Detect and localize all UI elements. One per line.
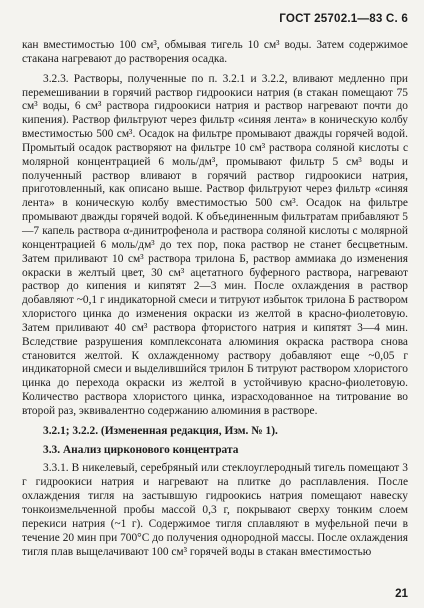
paragraph-3-2-3: 3.2.3. Растворы, полученные по п. 3.2.1 и 3.2.2, вливают медленно при перемешивании в горячий раствор гидроокиси натрия (в стакан помещают 75 см³ воды, 6 см³ раствора гидроокиси натрия и раствор нагревают почти до кипения). Раствор фильтруют через фильтр «синяя лента» в коническую колбу вместимостью 500 см³. Осадок на фильтре промывают дважды горячей водой. Промытый осадок растворяют на фильтре 10 см³ раствора соляной кислоты с молярной концентрацией 6 моль/дм³, промывают фильтр 5 см³ воды и полученный раствор вливают в горячий раствор гидроокиси натрия, приготовленный, как описано выше. Раствор фильтруют через фильтр «синяя лента» в коническую колбу вместимостью 500 см³. Осадок на фильтре промывают дважды горячей водой. К объединенным фильтратам прибавляют 5—7 капель раствора α-динитрофенола и раствора соляной кислоты с молярной концентрацией 6 моль/дм³ до тех пор, пока раствор не станет бесцветным. Затем приливают 10 см³ раствора трилона Б, раствор аммиака до изменения окраски в желтый цвет, 30 см³ ацетатного буферного раствора, нагревают раствор до кипения и кипятят 2—3 мин. После охлаждения в раствор добавляют ~0,1 г индикаторной смеси и титруют избыток трилона Б раствором хлористого цинка до изменения окраски из желтой в красно-фиолетовую. Затем приливают 40 см³ раствора фтористого натрия и кипятят 3—4 мин. Вследствие разрушения комплексоната алюминия окраска раствора снова становится желтой. К охлажденному раствору добавляют еще ~0,05 г индикаторной смеси и выделившийся трилон Б титруют раствором хлористого цинка до перехода окраски из желтой в устойчивую красно-фиолетовую. Количество раствора хлористого цинка, израсходованное на титрование во второй раз, эквивалентно содержанию алюминия в растворе. <box>22 72 408 417</box>
paragraph-3-3-1: 3.3.1. В никелевый, серебряный или стеклоуглеродный тигель помещают 3 г гидроокиси натрия и нагревают на плитке до расплавления. После охлаждения тигля на застывшую гидроокись натрия помещают навеску тонкоизмельченной пробы массой 0,3 г, покрывают сверху тонким слоем перекиси натрия (~1 г). Содержимое тигля сплавляют в муфельной печи в течение 20 мин при 700°С до получения однородной массы. После охлаждения тигля плав выщелачивают 100 см³ горячей воды в стакан вместимостью <box>22 462 408 558</box>
amendment-note: 3.2.1; 3.2.2. (Измененная редакция, Изм. № 1). <box>43 424 278 437</box>
page-header: ГОСТ 25702.1—83 С. 6 <box>279 12 408 25</box>
document-body <box>22 39 408 559</box>
section-heading-3-3: 3.3. Анализ цирконового концентрата <box>43 443 239 456</box>
page-number: 21 <box>395 587 408 600</box>
paragraph-intro: кан вместимостью 100 см³, обмывая тигель 10 см³ воды. Затем содержимое стакана нагревают до растворения осадка. <box>22 39 408 65</box>
